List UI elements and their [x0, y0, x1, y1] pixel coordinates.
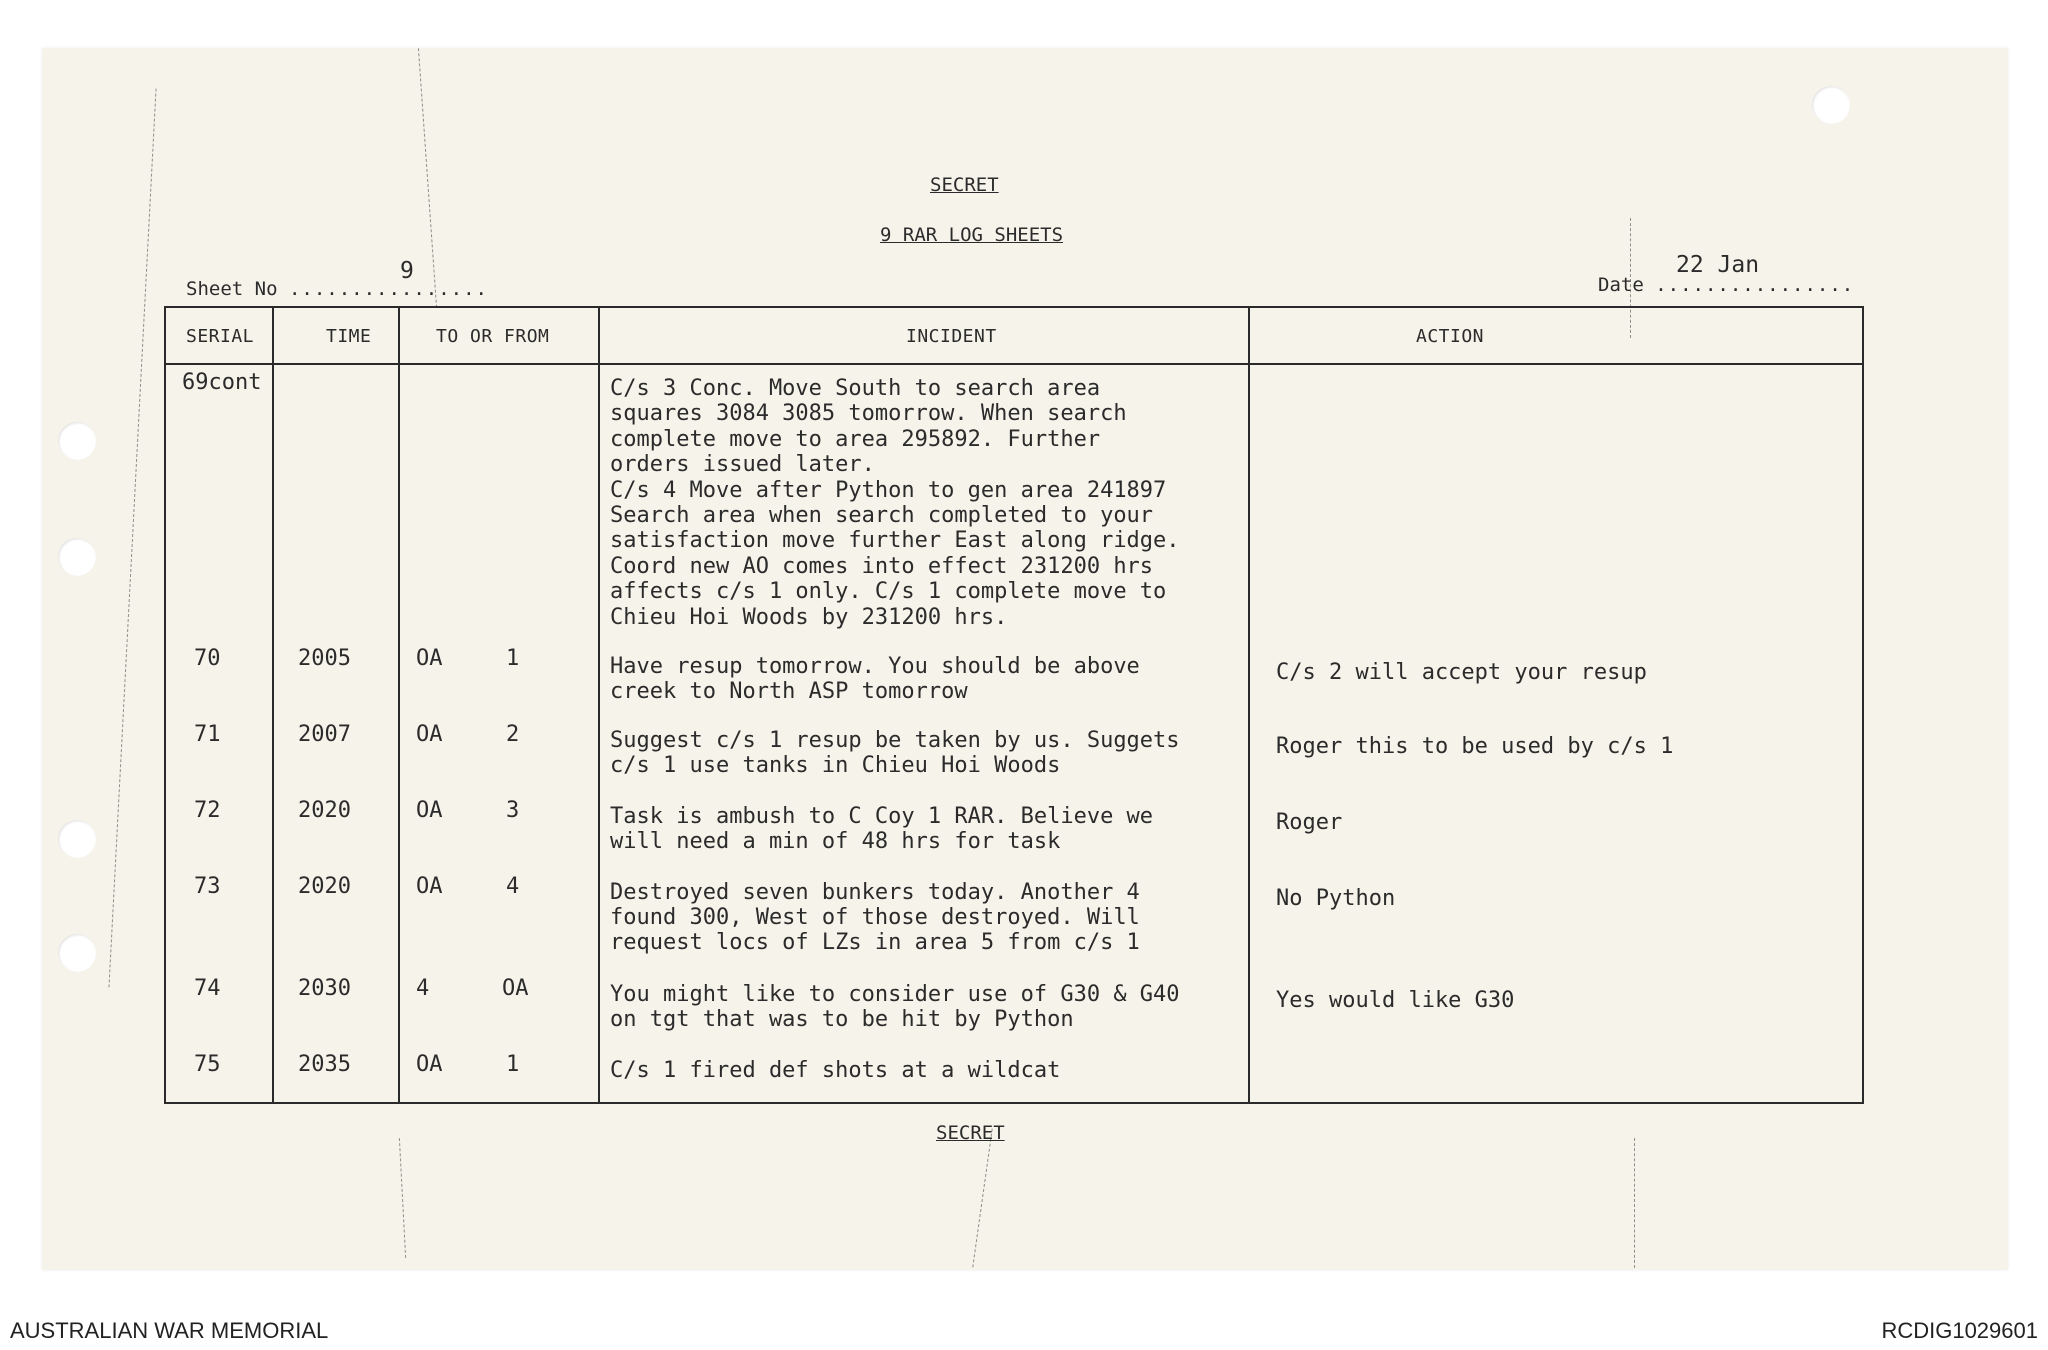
document-title: 9 RAR LOG SHEETS: [880, 224, 1064, 246]
row-to: OA: [416, 874, 443, 899]
sheet-number-label: Sheet No: [186, 278, 278, 300]
punch-hole: [58, 538, 96, 576]
row-serial: 72: [194, 798, 221, 823]
date-value: 22 Jan: [1676, 252, 1760, 278]
fold-crease: [399, 1138, 406, 1258]
sheet-number-field: [186, 278, 488, 300]
date-dots: ................: [1655, 274, 1855, 296]
row-action: C/s 2 will accept your resup: [1276, 660, 1647, 685]
row-serial: 71: [194, 722, 221, 747]
sheet-number-value: 9: [400, 258, 414, 284]
punch-hole: [58, 934, 96, 972]
footer-source: AUSTRALIAN WAR MEMORIAL: [10, 1318, 329, 1343]
header-time: TIME: [326, 326, 372, 347]
header-serial: SERIAL: [186, 326, 255, 347]
classification-bottom: SECRET: [936, 1122, 1005, 1144]
row-time: 2035: [298, 1052, 351, 1077]
row-from: 2: [506, 722, 520, 747]
row-time: 2020: [298, 874, 351, 899]
row-serial: 74: [194, 976, 221, 1001]
row-serial: 69cont: [182, 370, 262, 395]
row-incident: C/s 1 fired def shots at a wildcat: [610, 1058, 1061, 1083]
log-table: [164, 306, 1864, 1104]
row-time: 2030: [298, 976, 351, 1001]
row-incident: Have resup tomorrow. You should be above creek to North ASP tomorrow: [610, 654, 1140, 704]
row-from: OA: [502, 976, 529, 1001]
fold-crease: [1634, 1138, 1635, 1268]
row-incident: C/s 3 Conc. Move South to search area squares 3084 3085 tomorrow. When search complete move to area 295892. Further orders issued later. C/s 4 Move after Python to gen area 241897 Search area when search completed to your satisfaction move further East along ridge. Coord new AO comes into effect 231200 hrs affects c/s 1 only. C/s 1 complete move to Chieu Hoi Woods by 231200 hrs.: [610, 376, 1180, 630]
footer-record-id: RCDIG1029601: [1881, 1318, 2038, 1343]
row-from: 3: [506, 798, 520, 823]
classification-top: SECRET: [930, 174, 999, 196]
row-incident: Task is ambush to C Coy 1 RAR. Believe we will need a min of 48 hrs for task: [610, 804, 1154, 854]
row-action: No Python: [1276, 886, 1396, 911]
row-serial: 73: [194, 874, 221, 899]
row-to: OA: [416, 1052, 443, 1077]
header-action: ACTION: [1416, 326, 1485, 347]
row-serial: 75: [194, 1052, 221, 1077]
row-incident: Suggest c/s 1 resup be taken by us. Suggets c/s 1 use tanks in Chieu Hoi Woods: [610, 728, 1180, 778]
punch-hole: [58, 422, 96, 460]
row-time: 2020: [298, 798, 351, 823]
row-from: 1: [506, 1052, 520, 1077]
punch-hole: [58, 820, 96, 858]
row-to: OA: [416, 722, 443, 747]
row-action: Roger: [1276, 810, 1343, 835]
row-to: OA: [416, 798, 443, 823]
row-action: Yes would like G30: [1276, 988, 1515, 1013]
row-serial: 70: [194, 646, 221, 671]
date-label: Date: [1598, 274, 1644, 296]
punch-hole: [1812, 86, 1850, 124]
row-incident: You might like to consider use of G30 & G40 on tgt that was to be hit by Python: [610, 982, 1180, 1032]
row-time: 2005: [298, 646, 351, 671]
row-action: Roger this to be used by c/s 1: [1276, 734, 1674, 759]
header-incident: INCIDENT: [906, 326, 997, 347]
row-from: 4: [506, 874, 520, 899]
row-from: 1: [506, 646, 520, 671]
row-to: OA: [416, 646, 443, 671]
fold-crease: [972, 1129, 992, 1268]
header-to-or-from: TO OR FROM: [436, 326, 550, 347]
row-to: 4: [416, 976, 430, 1001]
row-incident: Destroyed seven bunkers today. Another 4 found 300, West of those destroyed. Will request locs of LZs in area 5 from c/s 1: [610, 880, 1140, 955]
sheet-number-dots: ................: [288, 278, 488, 300]
fold-crease: [108, 89, 156, 988]
fold-crease: [418, 48, 437, 307]
row-time: 2007: [298, 722, 351, 747]
